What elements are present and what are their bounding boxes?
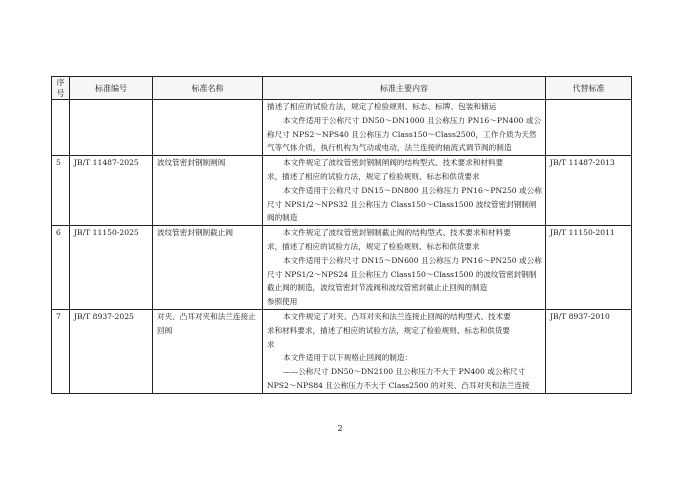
header-replaces: 代替标准 xyxy=(546,77,632,100)
cell-name: 波纹管密封钢制闸阀 xyxy=(153,156,263,226)
cell-name: 波纹管密封钢制截止阀 xyxy=(153,226,263,310)
page-number: 2 xyxy=(337,424,343,433)
table-row xyxy=(52,226,632,310)
cell-replaces xyxy=(546,100,632,156)
content-line: 参照使用 xyxy=(267,297,298,307)
content-line: 求 xyxy=(267,339,275,349)
content-line: 本文件规定了波纹管密封钢制截止阀的结构型式、技术要求和材料要 xyxy=(283,228,511,238)
cell-code: JB/T 11487-2025 xyxy=(70,156,153,226)
content-line: 描述了相应的试验方法，规定了检验规则、标志、标牌、包装和储运 xyxy=(267,102,497,111)
header-no: 序号 xyxy=(52,77,70,100)
cell-name: 对夹、凸耳对夹和法兰连接止 回阀 xyxy=(153,309,263,393)
cell-code xyxy=(70,100,153,156)
cell-content xyxy=(263,100,546,156)
table-row-continuation xyxy=(52,100,632,156)
content-line: ——公称尺寸 DN50～DN2100 且公称压力不大于 PN400 或公称尺寸 xyxy=(283,367,526,377)
content-line: 阀的制造 xyxy=(267,213,298,223)
table-header-row xyxy=(52,77,632,100)
table-row xyxy=(52,309,632,393)
cell-name xyxy=(153,100,263,156)
content-line: 称尺寸 NPS2～NPS40 且公称压力 Class150～Class2500，工作介质为天然 xyxy=(267,129,537,139)
content-line: NPS2～NPS84 且公称压力不大于 Class2500 的对夹、凸耳对夹和法兰连接 xyxy=(267,380,530,390)
content-line: 尺寸 NPS1/2～NPS24 且公称压力 Class150～Class1500 的波纹管密封钢制 xyxy=(267,269,537,279)
content-line: 截止阀的制造，波纹管密封节流阀和波纹管密封截止止回阀的制造 xyxy=(267,283,488,293)
table-row xyxy=(52,156,632,226)
header-content: 标准主要内容 xyxy=(263,77,546,100)
cell-no xyxy=(52,100,70,156)
cell-code: JB/T 11150-2025 xyxy=(70,226,153,310)
content-line: 求和材料要求，描述了相应的试验方法，规定了检验规则、标志和供货要 xyxy=(267,325,510,335)
cell-no: 7 xyxy=(52,309,70,393)
content-line: 本文件适用于以下规格止回阀的制造： xyxy=(283,353,413,363)
content-line: 求，描述了相应的试验方法，规定了检验规则、标志和供货要求 xyxy=(267,171,480,181)
content-line: 本文件规定了对夹、凸耳对夹和法兰连接止回阀的结构型式、技术要 xyxy=(283,311,511,321)
cell-code: JB/T 8937-2025 xyxy=(70,309,153,393)
content-line: 尺寸 NPS1/2～NPS32 且公称压力 Class150～Class1500 波纹管密封钢制闸 xyxy=(267,199,537,209)
cell-replaces: JB/T 8937-2010 xyxy=(546,309,632,393)
cell-content xyxy=(263,226,546,310)
content-line: 求，描述了相应的试验方法，规定了检验规则、标志和供货要求 xyxy=(267,241,480,251)
content-line: 本文件适用于公称尺寸 DN50～DN1000 且公称压力 PN16～PN400 或公 xyxy=(283,115,542,125)
content-line: 本文件规定了波纹管密封钢制闸阀的结构型式、技术要求和材料要 xyxy=(283,158,504,168)
cell-no: 6 xyxy=(52,226,70,310)
cell-no: 5 xyxy=(52,156,70,226)
standards-table xyxy=(51,76,632,394)
cell-content xyxy=(263,309,546,393)
cell-content xyxy=(263,156,546,226)
content-line: 本文件适用于公称尺寸 DN15～DN600 且公称压力 PN16～PN250 或公称 xyxy=(283,255,542,265)
cell-replaces: JB/T 11487-2013 xyxy=(546,156,632,226)
header-code: 标准编号 xyxy=(70,77,153,100)
header-name: 标准名称 xyxy=(153,77,263,100)
cell-replaces: JB/T 11150-2011 xyxy=(546,226,632,310)
content-line: 本文件适用于公称尺寸 DN15～DN800 且公称压力 PN16～PN250 或公称 xyxy=(283,185,542,195)
content-line: 气等气体介质，执行机构为气动或电动，法兰连接的轴流式调节阀的制造 xyxy=(267,143,512,153)
